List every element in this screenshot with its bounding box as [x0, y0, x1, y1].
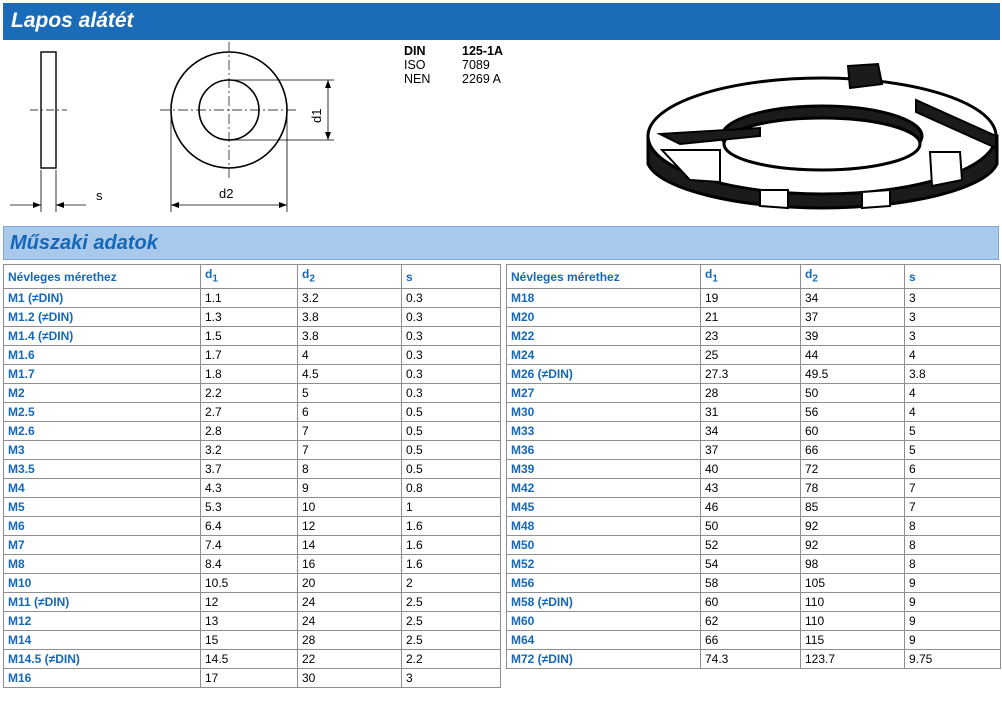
cell-size: M10: [4, 574, 201, 593]
cell-d1: 8.4: [201, 555, 298, 574]
cell-d1: 17: [201, 669, 298, 688]
cell-s: 0.3: [402, 289, 501, 308]
cell-d1: 6.4: [201, 517, 298, 536]
table-row: [507, 441, 1001, 460]
cell-d2: 7: [298, 422, 402, 441]
cell-d2: 3.8: [298, 308, 402, 327]
table-row: [507, 422, 1001, 441]
cell-d2: 37: [801, 308, 905, 327]
cell-s: 0.3: [402, 308, 501, 327]
table-header-row: [507, 265, 1001, 289]
cell-d2: 16: [298, 555, 402, 574]
cell-d1: 10.5: [201, 574, 298, 593]
cell-size: M52: [507, 555, 701, 574]
cell-s: 0.3: [402, 365, 501, 384]
cell-size: M14: [4, 631, 201, 650]
cell-s: 1.6: [402, 517, 501, 536]
table-row: [507, 612, 1001, 631]
table-row: [507, 631, 1001, 650]
table-row: [4, 479, 501, 498]
table-row: [507, 479, 1001, 498]
cell-d2: 115: [801, 631, 905, 650]
cell-d1: 27.3: [701, 365, 801, 384]
cell-s: 5: [905, 441, 1001, 460]
table-row: [4, 346, 501, 365]
cell-size: M45: [507, 498, 701, 517]
cell-s: 9: [905, 612, 1001, 631]
cell-d2: 92: [801, 536, 905, 555]
cell-d1: 66: [701, 631, 801, 650]
cell-d1: 5.3: [201, 498, 298, 517]
cell-s: 5: [905, 422, 1001, 441]
cell-s: 7: [905, 479, 1001, 498]
cell-d2: 24: [298, 593, 402, 612]
cell-s: 6: [905, 460, 1001, 479]
header-s: s: [402, 265, 501, 289]
cell-s: 3.8: [905, 365, 1001, 384]
cell-s: 2.5: [402, 631, 501, 650]
cell-d2: 22: [298, 650, 402, 669]
table-row: [507, 403, 1001, 422]
cell-s: 0.3: [402, 327, 501, 346]
cell-d1: 1.5: [201, 327, 298, 346]
cell-size: M39: [507, 460, 701, 479]
cell-s: 0.8: [402, 479, 501, 498]
standard-row: NEN 2269 A: [404, 72, 501, 86]
section-title: Műszaki adatok: [10, 232, 158, 254]
table-row: [4, 669, 501, 688]
cell-s: 3: [402, 669, 501, 688]
table-row: [4, 460, 501, 479]
table-row: [507, 650, 1001, 669]
cell-d1: 1.1: [201, 289, 298, 308]
cell-size: M24: [507, 346, 701, 365]
label-d1: d1: [309, 108, 324, 123]
table-row: [507, 460, 1001, 479]
cell-d2: 72: [801, 460, 905, 479]
cell-s: 8: [905, 555, 1001, 574]
cell-size: M11 (≠DIN): [4, 593, 201, 612]
cell-d2: 12: [298, 517, 402, 536]
cell-size: M3: [4, 441, 201, 460]
cell-size: M2: [4, 384, 201, 403]
table-row: [4, 631, 501, 650]
cell-d2: 78: [801, 479, 905, 498]
table-header-row: [4, 265, 501, 289]
cell-d1: 74.3: [701, 650, 801, 669]
table-row: [507, 536, 1001, 555]
cell-d2: 66: [801, 441, 905, 460]
cell-d2: 5: [298, 384, 402, 403]
cell-d2: 28: [298, 631, 402, 650]
cell-s: 9: [905, 631, 1001, 650]
cell-size: M7: [4, 536, 201, 555]
cell-size: M8: [4, 555, 201, 574]
cell-s: 2.5: [402, 612, 501, 631]
cell-d1: 31: [701, 403, 801, 422]
cell-size: M6: [4, 517, 201, 536]
cell-d2: 14: [298, 536, 402, 555]
cell-s: 9.75: [905, 650, 1001, 669]
section-header: [3, 226, 999, 260]
cell-s: 1.6: [402, 555, 501, 574]
cell-d2: 60: [801, 422, 905, 441]
cell-size: M20: [507, 308, 701, 327]
cell-s: 3: [905, 308, 1001, 327]
cell-d2: 10: [298, 498, 402, 517]
table-row: [4, 536, 501, 555]
table-row: [507, 365, 1001, 384]
cell-size: M2.6: [4, 422, 201, 441]
table-row: [4, 593, 501, 612]
cell-d1: 12: [201, 593, 298, 612]
cell-s: 2.2: [402, 650, 501, 669]
cell-d1: 37: [701, 441, 801, 460]
cell-d1: 46: [701, 498, 801, 517]
page-title: Lapos alátét: [11, 9, 134, 32]
cell-size: M14.5 (≠DIN): [4, 650, 201, 669]
header-size: Névleges mérethez: [4, 265, 201, 289]
cell-s: 0.5: [402, 422, 501, 441]
header-d1: $d_1$: [201, 265, 298, 289]
table-row: [507, 555, 1001, 574]
cell-d1: 62: [701, 612, 801, 631]
cell-s: 3: [905, 327, 1001, 346]
spec-table-left: [3, 264, 501, 688]
table-row: [4, 289, 501, 308]
cell-d1: 3.7: [201, 460, 298, 479]
cell-d1: 2.8: [201, 422, 298, 441]
header-s: s: [905, 265, 1001, 289]
cell-size: M48: [507, 517, 701, 536]
cell-s: 9: [905, 574, 1001, 593]
cell-d2: 6: [298, 403, 402, 422]
cell-size: M50: [507, 536, 701, 555]
cell-d1: 43: [701, 479, 801, 498]
cell-size: M42: [507, 479, 701, 498]
table-row: [4, 308, 501, 327]
table-row: [507, 289, 1001, 308]
cell-size: M1.2 (≠DIN): [4, 308, 201, 327]
cell-s: 2: [402, 574, 501, 593]
cell-s: 1.6: [402, 536, 501, 555]
cell-d2: 3.8: [298, 327, 402, 346]
cell-size: M5: [4, 498, 201, 517]
cell-s: 0.5: [402, 460, 501, 479]
cell-s: 2.5: [402, 593, 501, 612]
cell-s: 0.3: [402, 384, 501, 403]
washer-front-view: [160, 42, 334, 212]
cell-size: M4: [4, 479, 201, 498]
cell-d2: 4: [298, 346, 402, 365]
cell-d2: 30: [298, 669, 402, 688]
table-row: [4, 384, 501, 403]
table-row: [507, 574, 1001, 593]
table-row: [507, 308, 1001, 327]
cell-s: 8: [905, 517, 1001, 536]
header-d1: $d_1$: [701, 265, 801, 289]
cell-size: M64: [507, 631, 701, 650]
cell-d1: 1.8: [201, 365, 298, 384]
table-row: [4, 612, 501, 631]
cell-d2: 49.5: [801, 365, 905, 384]
cell-s: 1: [402, 498, 501, 517]
cell-d1: 40: [701, 460, 801, 479]
cell-d2: 105: [801, 574, 905, 593]
cell-s: 0.3: [402, 346, 501, 365]
cell-d2: 4.5: [298, 365, 402, 384]
cell-d1: 4.3: [201, 479, 298, 498]
cell-d2: 20: [298, 574, 402, 593]
table-row: [4, 517, 501, 536]
standard-row: DIN 125-1A: [404, 44, 503, 58]
cell-d2: 9: [298, 479, 402, 498]
cell-s: 9: [905, 593, 1001, 612]
cell-s: 4: [905, 403, 1001, 422]
cell-d2: 110: [801, 593, 905, 612]
cell-size: M22: [507, 327, 701, 346]
cell-d1: 19: [701, 289, 801, 308]
table-row: [4, 403, 501, 422]
cell-size: M58 (≠DIN): [507, 593, 701, 612]
table-row: [4, 441, 501, 460]
cell-d1: 15: [201, 631, 298, 650]
cell-d1: 28: [701, 384, 801, 403]
table-row: [4, 422, 501, 441]
cell-s: 8: [905, 536, 1001, 555]
table-row: [4, 365, 501, 384]
cell-d1: 13: [201, 612, 298, 631]
standards-list: [404, 44, 503, 86]
cell-size: M30: [507, 403, 701, 422]
cell-size: M2.5: [4, 403, 201, 422]
cell-d1: 54: [701, 555, 801, 574]
cell-d2: 7: [298, 441, 402, 460]
cell-size: M27: [507, 384, 701, 403]
table-row: [4, 498, 501, 517]
header-size: Névleges mérethez: [507, 265, 701, 289]
cell-size: M1.4 (≠DIN): [4, 327, 201, 346]
cell-d2: 110: [801, 612, 905, 631]
cell-d1: 25: [701, 346, 801, 365]
cell-d1: 60: [701, 593, 801, 612]
cell-size: M72 (≠DIN): [507, 650, 701, 669]
table-row: [507, 384, 1001, 403]
cell-d1: 21: [701, 308, 801, 327]
cell-size: M36: [507, 441, 701, 460]
cell-d2: 85: [801, 498, 905, 517]
washer-3d-illustration: [648, 64, 997, 208]
cell-d1: 2.7: [201, 403, 298, 422]
cell-size: M56: [507, 574, 701, 593]
cell-d1: 7.4: [201, 536, 298, 555]
cell-s: 4: [905, 346, 1001, 365]
header-d2: $d_2$: [801, 265, 905, 289]
table-row: [507, 498, 1001, 517]
cell-size: M1 (≠DIN): [4, 289, 201, 308]
cell-s: 0.5: [402, 403, 501, 422]
title-bar: [3, 3, 1000, 40]
cell-d1: 34: [701, 422, 801, 441]
cell-d1: 2.2: [201, 384, 298, 403]
cell-d2: 50: [801, 384, 905, 403]
cell-d1: 1.7: [201, 346, 298, 365]
cell-s: 4: [905, 384, 1001, 403]
cell-d1: 1.3: [201, 308, 298, 327]
cell-size: M16: [4, 669, 201, 688]
cell-d2: 34: [801, 289, 905, 308]
table-row: [507, 346, 1001, 365]
cell-d1: 23: [701, 327, 801, 346]
cell-size: M60: [507, 612, 701, 631]
cell-d2: 98: [801, 555, 905, 574]
cell-d1: 58: [701, 574, 801, 593]
table-row: [507, 517, 1001, 536]
table-row: [507, 593, 1001, 612]
standard-row: ISO 7089: [404, 58, 490, 72]
cell-d2: 56: [801, 403, 905, 422]
cell-s: 7: [905, 498, 1001, 517]
cell-size: M3.5: [4, 460, 201, 479]
washer-side-view: [10, 52, 86, 212]
cell-d1: 14.5: [201, 650, 298, 669]
spec-table-right: [506, 264, 1001, 669]
cell-size: M12: [4, 612, 201, 631]
cell-size: M33: [507, 422, 701, 441]
label-s: s: [96, 188, 103, 203]
cell-d2: 44: [801, 346, 905, 365]
header-d2: $d_2$: [298, 265, 402, 289]
cell-d1: 3.2: [201, 441, 298, 460]
cell-size: M26 (≠DIN): [507, 365, 701, 384]
cell-size: M1.7: [4, 365, 201, 384]
cell-d1: 50: [701, 517, 801, 536]
table-row: [4, 555, 501, 574]
cell-s: 3: [905, 289, 1001, 308]
table-row: [4, 650, 501, 669]
cell-size: M1.6: [4, 346, 201, 365]
table-row: [4, 574, 501, 593]
cell-d2: 8: [298, 460, 402, 479]
cell-size: M18: [507, 289, 701, 308]
cell-d2: 39: [801, 327, 905, 346]
cell-d2: 123.7: [801, 650, 905, 669]
cell-d2: 24: [298, 612, 402, 631]
cell-d2: 92: [801, 517, 905, 536]
table-row: [4, 327, 501, 346]
table-row: [507, 327, 1001, 346]
cell-d1: 52: [701, 536, 801, 555]
label-d2: d2: [219, 186, 234, 201]
cell-d2: 3.2: [298, 289, 402, 308]
cell-s: 0.5: [402, 441, 501, 460]
